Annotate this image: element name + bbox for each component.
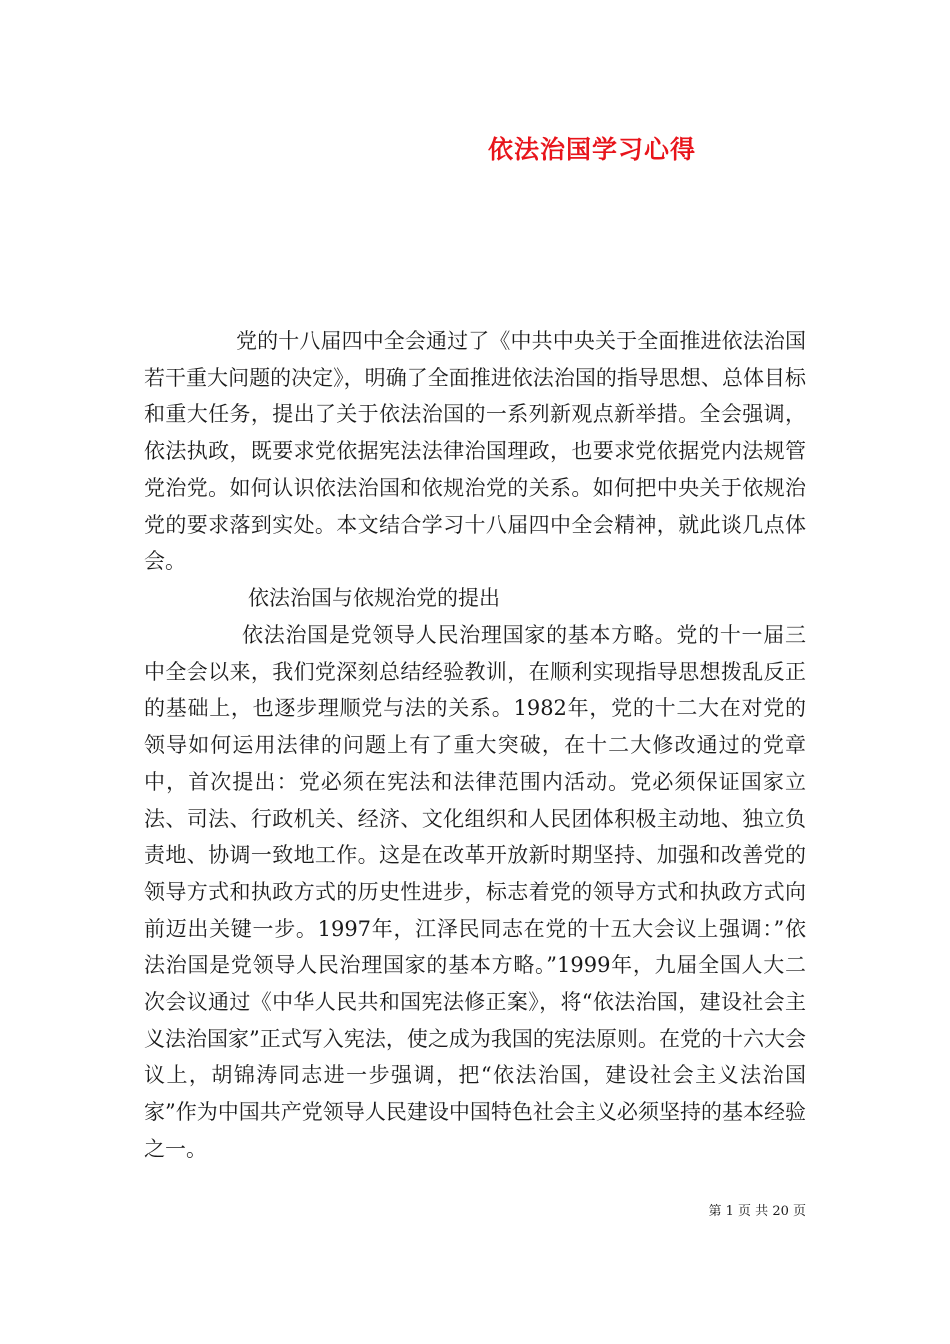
document-title: 依法治国学习心得 [488,135,697,164]
paragraph-body: 依法治国是党领导人民治理国家的基本方略。党的十一届三中全会以来，我们党深刻总结经验教训，在顺利实现指导思想拨乱反正的基础上，也逐步理顺党与法的关系。1982年，党的十二大在对党的领导如何运用法律的问题上有了重大突破，在十二大修改通过的党章中，首次提出：党必须在宪法和法律范围内活动。党必须保证国家立法、司法、行政机关、经济、文化组织和人民团体积极主动地、独立负责地、协调一致地工作。这是在改革开放新时期坚持、加强和改善党的领导方式和执政方式的历史性进步，标志着党的领导方式和执政方式向前迈出关键一步。1997年，江泽民同志在党的十五大会议上强调：”依法治国是党领导人民治理国家的基本方略。”1999年，九届全国人大二次会议通过《中华人民共和国宪法修正案》，将“依法治国，建设社会主义法治国家”正式写入宪法，使之成为我国的宪法原则。在党的十六大会议上，胡锦涛同志进一步强调，把“依法治国，建设社会主义法治国家”作为中国共产党领导人民建设中国特色社会主义必须坚持的基本经验之一。 [144,623,806,1161]
section-heading: 依法治国与依规治党的提出 [248,586,500,610]
page-number-footer: 第 1 页 共 20 页 [708,1204,806,1219]
paragraph-intro: 党的十八届四中全会通过了《中共中央关于全面推进依法治国若干重大问题的决定》，明确了全面推进依法治国的指导思想、总体目标和重大任务，提出了关于依法治国的一系列新观点新举措。全会强调，依法执政，既要求党依据宪法法律治国理政，也要求党依据党内法规管党治党。如何认识依法治国和依规治党的关系。如何把中央关于依规治党的要求落到实处。本文结合学习十八届四中全会精神，就此谈几点体会。 [144,329,806,574]
